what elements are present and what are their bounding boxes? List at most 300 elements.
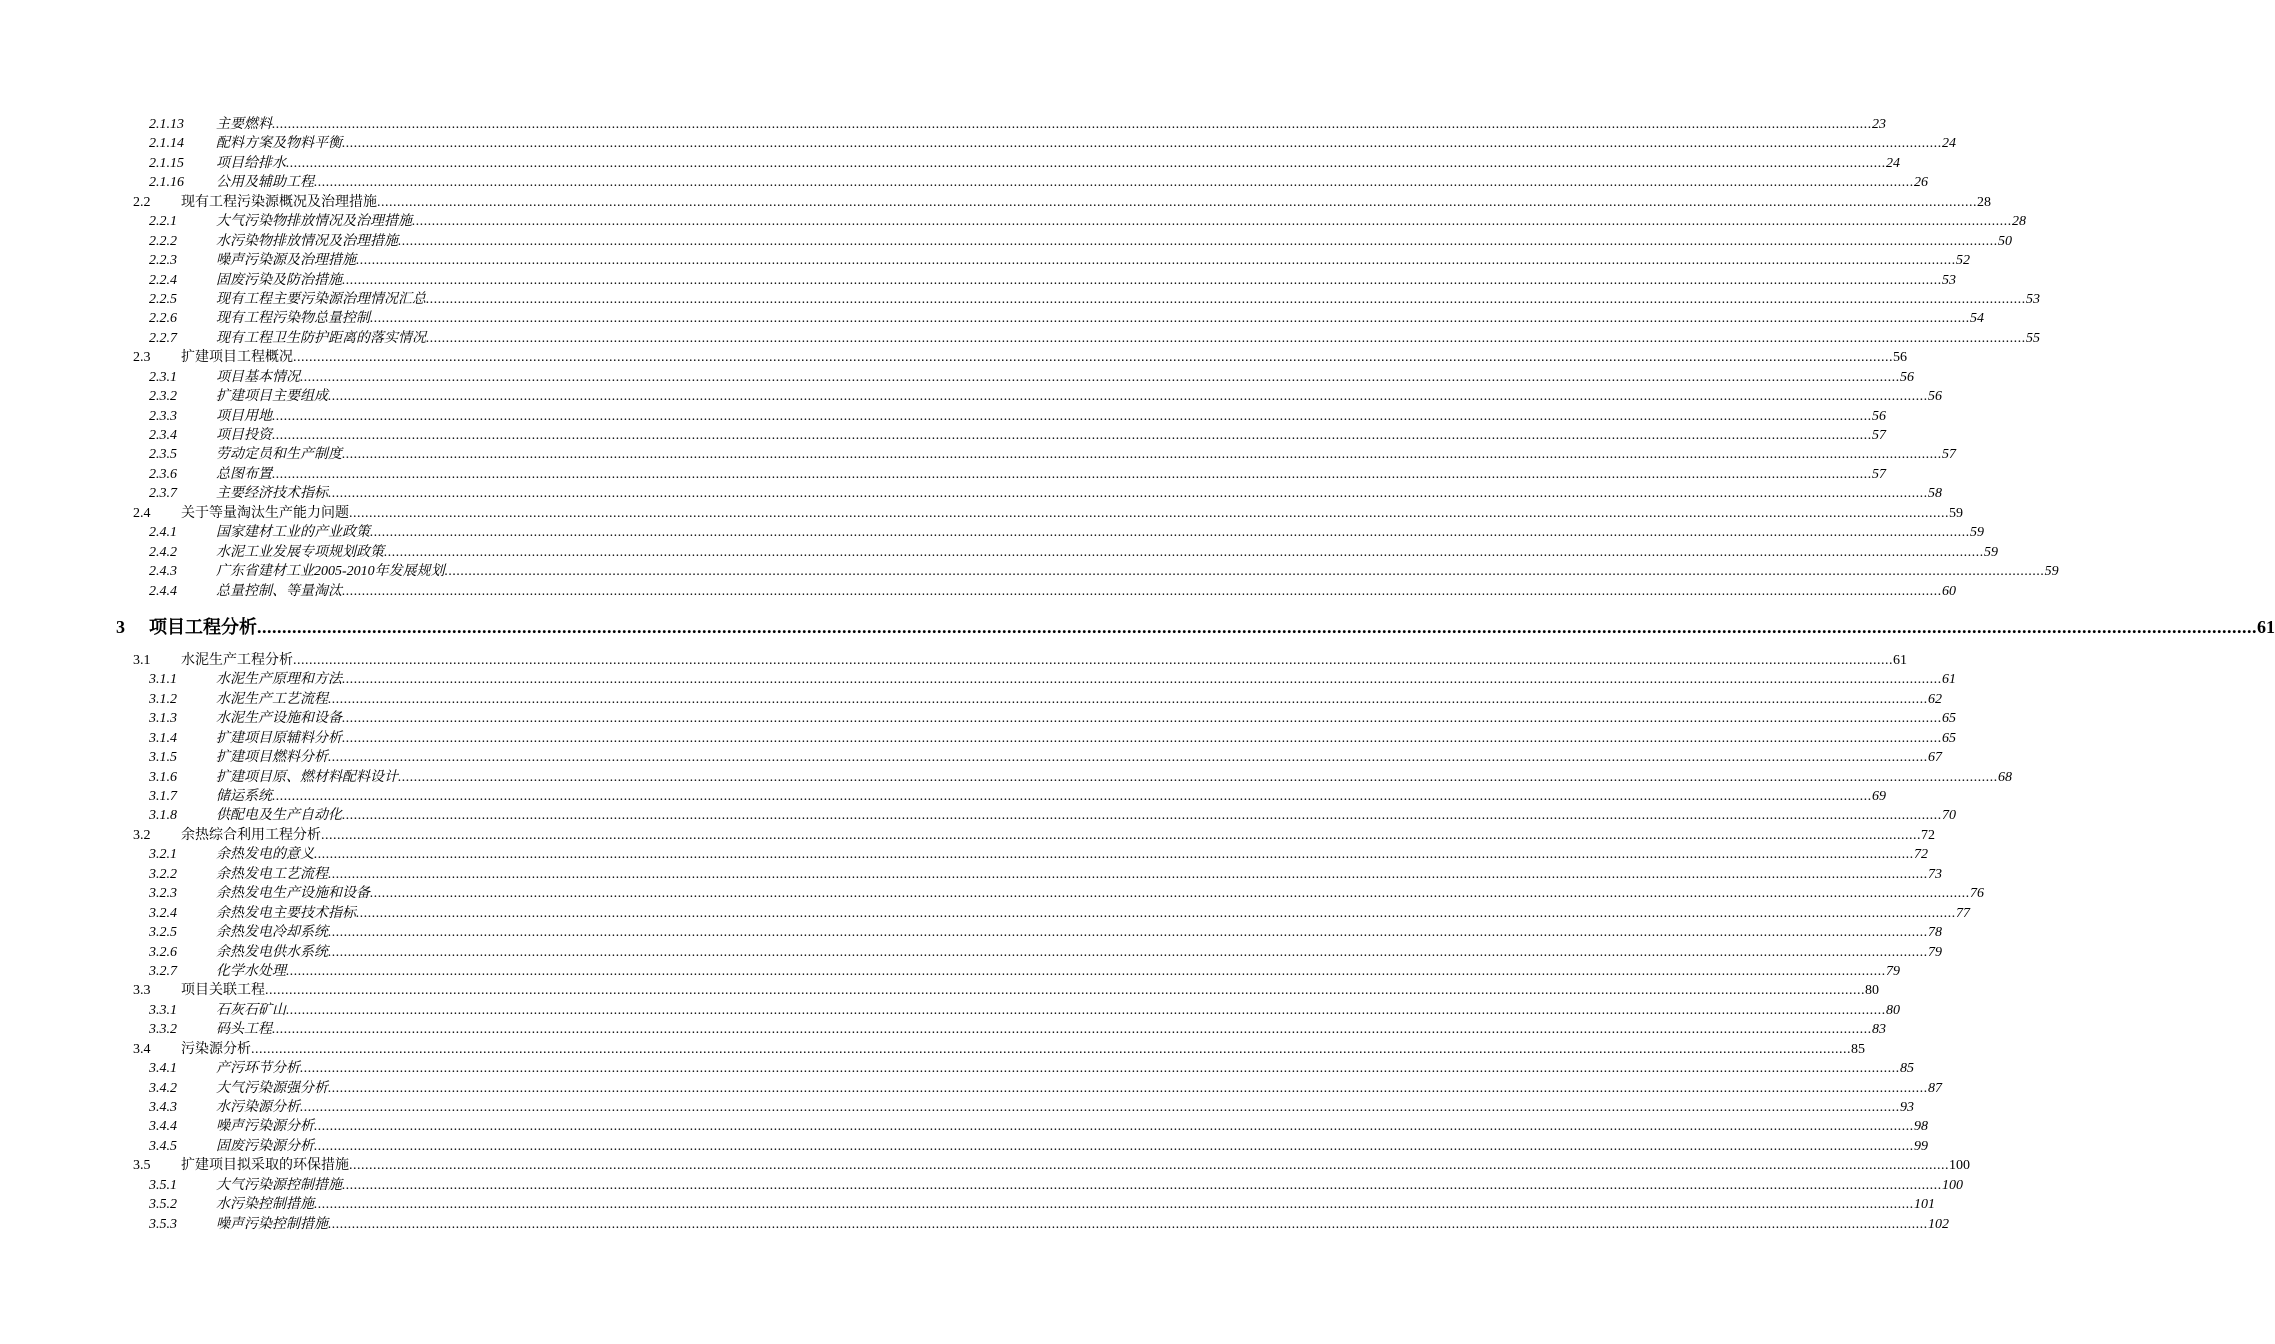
toc-entry[interactable]: [0, 865, 1942, 884]
dot-leader: ................................................................................................................................................................................................................................................................................................................................................................................................................: [426, 330, 2026, 346]
toc-entry[interactable]: [0, 504, 1963, 523]
dot-leader: ................................................................................................................................................................................................................................................................................................................................................................................................................: [314, 1197, 1914, 1213]
toc-entry-number: 2.2.6: [149, 311, 177, 327]
toc-entry-number: 3.1: [133, 652, 151, 668]
toc-entry-line: [149, 612, 2275, 642]
toc-entry[interactable]: [0, 1059, 1914, 1078]
toc-entry[interactable]: [0, 787, 1886, 806]
toc-entry-title: 产污环节分析: [216, 1061, 300, 1077]
toc-entry-line: [216, 232, 2012, 251]
toc-entry-number: 3.1.2: [149, 691, 177, 707]
toc-entry-line: [216, 251, 1970, 270]
toc-entry-title: 项目投资: [216, 428, 272, 443]
toc-entry-line: [216, 543, 1998, 562]
toc-entry-title: 储运系统: [216, 789, 272, 804]
toc-entry-number: 2.4.4: [149, 583, 177, 599]
toc-entry-line: [216, 134, 1956, 153]
toc-entry-page-number: 56: [1900, 369, 1914, 385]
toc-entry[interactable]: [0, 309, 1984, 328]
dot-leader: ................................................................................................................................................................................................................................................................................................................................................................................................................: [272, 1022, 1872, 1038]
toc-entry[interactable]: [0, 426, 1886, 445]
toc-entry-page-number: 60: [1942, 583, 1956, 599]
toc-entry[interactable]: [0, 1001, 1900, 1020]
toc-entry-number: 3.5.3: [149, 1216, 177, 1232]
toc-entry-page-number: 69: [1872, 789, 1886, 804]
toc-entry-title: 固废污染及防治措施: [216, 272, 342, 288]
toc-entry-page-number: 78: [1928, 925, 1942, 941]
toc-entry-title: 石灰石矿山: [216, 1002, 286, 1018]
toc-entry-number: 2.1.15: [149, 155, 184, 171]
toc-entry-page-number: 76: [1970, 886, 1984, 902]
toc-entry-page-number: 28: [2012, 214, 2026, 230]
toc-entry[interactable]: [0, 923, 1942, 942]
toc-entry-page-number: 70: [1942, 808, 1956, 824]
dot-leader: ................................................................................................................................................................................................................................................................................................................................................................................................................: [272, 466, 1872, 482]
toc-entry-number: 3.4.5: [149, 1138, 177, 1154]
dot-leader: ................................................................................................................................................................................................................................................................................................................................................................................................................: [328, 750, 1928, 766]
toc-entry-line: [216, 212, 2026, 231]
toc-entry-page-number: 80: [1886, 1002, 1900, 1018]
dot-leader: ................................................................................................................................................................................................................................................................................................................................................................................................................: [314, 175, 1914, 191]
toc-entry[interactable]: [0, 1156, 1970, 1175]
dot-leader: ................................................................................................................................................................................................................................................................................................................................................................................................................: [342, 730, 1942, 746]
dot-leader: ................................................................................................................................................................................................................................................................................................................................................................................................................: [251, 1041, 1851, 1057]
toc-entry-title: 现有工程卫生防护距离的落实情况: [216, 330, 426, 346]
toc-entry-title: 广东省建材工业2005-2010年发展规划: [216, 564, 445, 580]
toc-entry[interactable]: [0, 582, 1956, 601]
toc-entry[interactable]: [0, 962, 1900, 981]
toc-entry-number: 3.5: [133, 1158, 151, 1174]
toc-entry-page-number: 24: [1942, 136, 1956, 152]
toc-entry[interactable]: [0, 271, 1956, 290]
toc-entry-title: 项目基本情况: [216, 369, 300, 385]
toc-entry-line: [216, 748, 1942, 767]
toc-entry-page-number: 53: [1942, 272, 1956, 288]
toc-entry-title: 配料方案及物料平衡: [216, 136, 342, 152]
toc-entry[interactable]: [0, 329, 2040, 348]
toc-entry[interactable]: [0, 670, 1956, 689]
toc-entry-title: 余热发电生产设施和设备: [216, 886, 370, 902]
toc-entry-title: 主要燃料: [216, 117, 272, 132]
toc-entry-title: 噪声污染控制措施: [216, 1216, 328, 1232]
toc-entry-page-number: 58: [1928, 486, 1942, 502]
toc-entry[interactable]: [0, 651, 1907, 670]
toc-entry[interactable]: [0, 1195, 1935, 1214]
toc-entry-line: [216, 1020, 1886, 1039]
toc-entry-page-number: 28: [1977, 194, 1991, 210]
toc-entry[interactable]: [0, 729, 1956, 748]
toc-entry[interactable]: [0, 368, 1914, 387]
toc-entry-number: 3.2.5: [149, 925, 177, 941]
toc-entry-page-number: 61: [2257, 616, 2275, 637]
toc-entry-number: 2.4.1: [149, 525, 177, 541]
dot-leader: ................................................................................................................................................................................................................................................................................................................................................................................................................: [412, 214, 2012, 230]
toc-entry[interactable]: [0, 115, 1886, 134]
toc-entry-page-number: 55: [2026, 330, 2040, 346]
toc-entry-line: [216, 484, 1942, 503]
toc-entry-line: [216, 465, 1886, 484]
toc-entry-page-number: 67: [1928, 750, 1942, 766]
toc-entry-page-number: 56: [1893, 350, 1907, 366]
dot-leader: ................................................................................................................................................................................................................................................................................................................................................................................................................: [286, 963, 1886, 979]
toc-entry-title: 项目关联工程: [181, 983, 265, 999]
toc-entry-line: [181, 826, 1935, 845]
toc-entry-number: 3.1.8: [149, 808, 177, 824]
toc-entry[interactable]: [0, 612, 2275, 642]
toc-entry[interactable]: [0, 232, 2012, 251]
toc-entry-line: [216, 309, 1984, 328]
toc-entry-line: [216, 923, 1942, 942]
toc-entry-page-number: 72: [1914, 847, 1928, 863]
toc-entry-line: [216, 806, 1956, 825]
toc-entry-line: [216, 1137, 1928, 1156]
dot-leader: ................................................................................................................................................................................................................................................................................................................................................................................................................: [384, 544, 1984, 560]
toc-entry-page-number: 73: [1928, 866, 1942, 882]
toc-entry-number: 2.3.2: [149, 389, 177, 405]
toc-entry-page-number: 57: [1872, 466, 1886, 482]
dot-leader: ................................................................................................................................................................................................................................................................................................................................................................................................................: [398, 769, 1998, 785]
toc-entry-number: 3.1.4: [149, 730, 177, 746]
toc-entry-page-number: 100: [1949, 1158, 1970, 1174]
toc-entry-page-number: 98: [1914, 1119, 1928, 1135]
dot-leader: ................................................................................................................................................................................................................................................................................................................................................................................................................: [328, 1080, 1928, 1096]
dot-leader: ................................................................................................................................................................................................................................................................................................................................................................................................................: [328, 486, 1928, 502]
toc-entry-line: [216, 768, 2012, 787]
toc-entry-title: 余热综合利用工程分析: [181, 827, 321, 843]
toc-entry[interactable]: [0, 523, 1984, 542]
toc-entry-page-number: 23: [1872, 117, 1886, 132]
toc-entry-number: 2.3.4: [149, 428, 177, 443]
toc-entry-line: [216, 690, 1942, 709]
toc-entry-page-number: 85: [1900, 1061, 1914, 1077]
toc-entry[interactable]: [0, 445, 1956, 464]
toc-entry-line: [216, 884, 1984, 903]
toc-entry-page-number: 83: [1872, 1022, 1886, 1038]
toc-entry-line: [181, 193, 1991, 212]
toc-entry-title: 扩建项目拟采取的环保措施: [181, 1158, 349, 1174]
dot-leader: ................................................................................................................................................................................................................................................................................................................................................................................................................: [300, 369, 1900, 385]
dot-leader: ................................................................................................................................................................................................................................................................................................................................................................................................................: [286, 1002, 1886, 1018]
toc-entry-page-number: 59: [2044, 564, 2059, 580]
toc-entry-page-number: 93: [1900, 1100, 1914, 1115]
toc-entry-number: 3.3.2: [149, 1022, 177, 1038]
dot-leader: ................................................................................................................................................................................................................................................................................................................................................................................................................: [342, 583, 1942, 599]
toc-entry-page-number: 65: [1942, 730, 1956, 746]
dot-leader: ................................................................................................................................................................................................................................................................................................................................................................................................................: [300, 1061, 1900, 1077]
toc-entry[interactable]: [0, 407, 1886, 426]
dot-leader: ................................................................................................................................................................................................................................................................................................................................................................................................................: [349, 1158, 1949, 1174]
toc-entry-number: 3.1.1: [149, 672, 177, 688]
toc-entry-line: [216, 407, 1886, 426]
toc-entry-line: [216, 709, 1956, 728]
toc-entry-title: 扩建项目燃料分析: [216, 750, 328, 766]
toc-entry-line: [216, 173, 1928, 192]
toc-entry-title: 余热发电工艺流程: [216, 866, 328, 882]
toc-entry-page-number: 85: [1851, 1041, 1865, 1057]
toc-entry-number: 3.4.2: [149, 1080, 177, 1096]
toc-entry-line: [216, 582, 1956, 601]
toc-entry-title: 余热发电冷却系统: [216, 925, 328, 941]
dot-leader: ................................................................................................................................................................................................................................................................................................................................................................................................................: [342, 447, 1942, 463]
toc-entry-title: 大气污染源强分析: [216, 1080, 328, 1096]
toc-entry-line: [216, 845, 1928, 864]
dot-leader: ................................................................................................................................................................................................................................................................................................................................................................................................................: [398, 233, 1998, 249]
toc-entry-line: [216, 1195, 1935, 1214]
toc-entry-number: 2.4.3: [149, 564, 177, 580]
toc-entry[interactable]: [0, 1079, 1942, 1098]
toc-entry-title: 水泥生产工程分析: [181, 652, 293, 668]
toc-entry-line: [181, 504, 1963, 523]
toc-entry[interactable]: [0, 1215, 1949, 1234]
toc-entry-line: [181, 1040, 1865, 1059]
toc-entry[interactable]: [0, 709, 1956, 728]
toc-entry-line: [216, 1001, 1900, 1020]
toc-entry-number: 3.5.2: [149, 1197, 177, 1213]
toc-entry-page-number: 79: [1928, 944, 1942, 960]
toc-entry-page-number: 72: [1921, 827, 1935, 843]
toc-entry-title: 噪声污染源及治理措施: [216, 253, 356, 269]
dot-leader: ................................................................................................................................................................................................................................................................................................................................................................................................................: [342, 272, 1942, 288]
toc-entry-number: 2.4.2: [149, 544, 177, 560]
toc-entry[interactable]: [0, 748, 1942, 767]
toc-entry-title: 余热发电主要技术指标: [216, 905, 356, 921]
toc-entry-page-number: 87: [1928, 1080, 1942, 1096]
toc-entry-title: 扩建项目原、燃材料配料设计: [216, 769, 398, 785]
toc-entry-line: [216, 523, 1984, 542]
toc-entry-line: [216, 943, 1942, 962]
dot-leader: ................................................................................................................................................................................................................................................................................................................................................................................................................: [328, 1216, 1928, 1232]
toc-entry-title: 水污染物排放情况及治理措施: [216, 233, 398, 249]
toc-entry-number: 3.2.3: [149, 886, 177, 902]
toc-entry[interactable]: [0, 1117, 1928, 1136]
toc-entry[interactable]: [0, 1098, 1914, 1117]
dot-leader: ................................................................................................................................................................................................................................................................................................................................................................................................................: [272, 789, 1872, 804]
toc-entry-page-number: 68: [1998, 769, 2012, 785]
toc-entry-line: [216, 1079, 1942, 1098]
toc-entry-number: 2.2.4: [149, 272, 177, 288]
toc-entry-line: [216, 1098, 1914, 1117]
toc-entry-number: 3.4: [133, 1041, 151, 1057]
toc-entry-title: 水泥工业发展专项规划政策: [216, 544, 384, 560]
toc-entry[interactable]: [0, 1020, 1886, 1039]
toc-entry-number: 2.3: [133, 350, 151, 366]
toc-entry-number: 2.4: [133, 505, 151, 521]
dot-leader: ................................................................................................................................................................................................................................................................................................................................................................................................................: [356, 905, 1956, 921]
toc-entry[interactable]: [0, 193, 1991, 212]
toc-entry-title: 劳动定员和生产制度: [216, 447, 342, 463]
toc-entry-number: 3.2.4: [149, 905, 177, 921]
dot-leader: ................................................................................................................................................................................................................................................................................................................................................................................................................: [265, 983, 1865, 999]
toc-entry[interactable]: [0, 290, 2040, 309]
toc-entry-page-number: 53: [2026, 291, 2040, 307]
toc-entry-number: 3.2.1: [149, 847, 177, 863]
toc-entry[interactable]: [0, 154, 1900, 173]
toc-entry-page-number: 57: [1872, 428, 1886, 443]
toc-entry-page-number: 79: [1886, 963, 1900, 979]
toc-entry-number: 3.1.3: [149, 711, 177, 727]
dot-leader: ................................................................................................................................................................................................................................................................................................................................................................................................................: [314, 847, 1914, 863]
toc-entry-page-number: 26: [1914, 175, 1928, 191]
toc-entry-title: 现有工程污染源概况及治理措施: [181, 194, 377, 210]
toc-entry[interactable]: [0, 134, 1956, 153]
toc-entry-number: 2.3.6: [149, 466, 177, 482]
toc-entry-number: 2.2.3: [149, 253, 177, 269]
toc-entry-number: 2.3.7: [149, 486, 177, 502]
toc-entry-number: 2.1.16: [149, 175, 184, 191]
toc-entry-number: 3.2.7: [149, 963, 177, 979]
toc-entry-number: 2.2.5: [149, 291, 177, 307]
toc-entry-number: 3.4.1: [149, 1061, 177, 1077]
toc-entry-title: 噪声污染源分析: [216, 1119, 314, 1135]
toc-entry-title: 国家建材工业的产业政策: [216, 525, 370, 541]
toc-entry[interactable]: [0, 845, 1928, 864]
toc-entry[interactable]: [0, 1040, 1865, 1059]
toc-entry-line: [181, 1156, 1970, 1175]
toc-entry-title: 项目给排水: [216, 155, 286, 171]
dot-leader: ................................................................................................................................................................................................................................................................................................................................................................................................................: [349, 505, 1949, 521]
toc-entry-page-number: 102: [1928, 1216, 1949, 1232]
toc-entry[interactable]: [0, 826, 1935, 845]
toc-entry-page-number: 99: [1914, 1138, 1928, 1154]
toc-entry[interactable]: [0, 387, 1942, 406]
dot-leader: ................................................................................................................................................................................................................................................................................................................................................................................................................: [272, 117, 1872, 132]
toc-entry[interactable]: [0, 348, 1907, 367]
toc-entry-number: 3.4.3: [149, 1100, 177, 1115]
toc-entry-page-number: 59: [1949, 505, 1963, 521]
toc-entry-page-number: 61: [1942, 672, 1956, 688]
toc-entry-page-number: 56: [1928, 389, 1942, 405]
toc-entry-title: 污染源分析: [181, 1041, 251, 1057]
toc-entry-page-number: 59: [1970, 525, 1984, 541]
toc-entry-line: [181, 348, 1907, 367]
toc-entry-title: 水污染源分析: [216, 1100, 300, 1115]
toc-entry-number: 2.3.5: [149, 447, 177, 463]
dot-leader: ................................................................................................................................................................................................................................................................................................................................................................................................................: [444, 564, 2045, 580]
toc-entry-page-number: 61: [1893, 652, 1907, 668]
toc-entry-title: 水泥生产设施和设备: [216, 711, 342, 727]
toc-entry[interactable]: [0, 768, 2012, 787]
toc-entry-page-number: 101: [1914, 1197, 1935, 1213]
toc-entry-page-number: 59: [1984, 544, 1998, 560]
toc-entry-title: 码头工程: [216, 1022, 272, 1038]
toc-entry-title: 扩建项目主要组成: [216, 389, 328, 405]
dot-leader: ................................................................................................................................................................................................................................................................................................................................................................................................................: [293, 350, 1893, 366]
toc-entry[interactable]: [0, 1176, 1963, 1195]
dot-leader: ................................................................................................................................................................................................................................................................................................................................................................................................................: [370, 525, 1970, 541]
toc-entry-page-number: 65: [1942, 711, 1956, 727]
toc-entry-number: 3.1.6: [149, 769, 177, 785]
toc-entry-title: 扩建项目原辅料分析: [216, 730, 342, 746]
toc-entry-page-number: 77: [1956, 905, 1970, 921]
toc-entry-number: 2.2.7: [149, 330, 177, 346]
toc-entry-title: 现有工程主要污染源治理情况汇总: [216, 291, 426, 307]
toc-entry-line: [216, 1215, 1949, 1234]
toc-entry-page-number: 54: [1970, 311, 1984, 327]
toc-entry[interactable]: [0, 251, 1970, 270]
dot-leader: ................................................................................................................................................................................................................................................................................................................................................................................................................: [328, 866, 1928, 882]
toc-entry[interactable]: [0, 981, 1879, 1000]
toc-entry-page-number: 100: [1942, 1177, 1963, 1193]
toc-entry-page-number: 80: [1865, 983, 1879, 999]
toc-entry-number: 3.2: [133, 827, 151, 843]
dot-leader: ................................................................................................................................................................................................................................................................................................................................................................................................................: [328, 925, 1928, 941]
toc-entry-line: [216, 290, 2040, 309]
toc-entry-line: [216, 271, 1956, 290]
toc-entry-line: [216, 962, 1900, 981]
dot-leader: ................................................................................................................................................................................................................................................................................................................................................................................................................: [426, 291, 2026, 307]
toc-entry-line: [181, 981, 1879, 1000]
dot-leader: ................................................................................................................................................................................................................................................................................................................................................................................................................: [377, 194, 1977, 210]
toc-entry[interactable]: [0, 212, 2026, 231]
toc-entry-line: [216, 154, 1900, 173]
toc-entry-line: [216, 1059, 1914, 1078]
dot-leader: ................................................................................................................................................................................................................................................................................................................................................................................................................: [286, 155, 1886, 171]
toc-entry-line: [216, 426, 1886, 445]
toc-entry-page-number: 24: [1886, 155, 1900, 171]
toc-entry-number: 3.3.1: [149, 1002, 177, 1018]
toc-entry[interactable]: [0, 562, 2059, 581]
dot-leader: ................................................................................................................................................................................................................................................................................................................................................................................................................: [314, 1138, 1914, 1154]
toc-entry-line: [216, 1117, 1928, 1136]
toc-entry-line: [216, 670, 1956, 689]
toc-entry[interactable]: [0, 943, 1942, 962]
toc-entry-number: 3.1.5: [149, 750, 177, 766]
toc-entry[interactable]: [0, 1137, 1928, 1156]
toc-entry[interactable]: [0, 484, 1942, 503]
toc-entry[interactable]: [0, 173, 1928, 192]
toc-entry-number: 3.2.6: [149, 944, 177, 960]
dot-leader: ................................................................................................................................................................................................................................................................................................................................................................................................................: [342, 808, 1942, 824]
toc-entry-number: 2.2.1: [149, 214, 177, 230]
dot-leader: ................................................................................................................................................................................................................................................................................................................................................................................................................: [272, 408, 1872, 424]
dot-leader: ................................................................................................................................................................................................................................................................................................................................................................................................................: [328, 389, 1928, 405]
toc-entry-number: 2.1.14: [149, 136, 184, 152]
toc-entry-number: 3.1.7: [149, 789, 177, 804]
toc-entry-number: 2.3.3: [149, 408, 177, 424]
toc-entry-line: [181, 651, 1907, 670]
dot-leader: ................................................................................................................................................................................................................................................................................................................................................................................................................: [293, 652, 1893, 668]
dot-leader: ................................................................................................................................................................................................................................................................................................................................................................................................................: [370, 311, 1970, 327]
toc-entry-title: 总量控制、等量淘汰: [216, 583, 342, 599]
toc-entry[interactable]: [0, 690, 1942, 709]
dot-leader: ................................................................................................................................................................................................................................................................................................................................................................................................................: [328, 691, 1928, 707]
dot-leader: ................................................................................................................................................................................................................................................................................................................................................................................................................: [370, 886, 1970, 902]
toc-entry-line: [216, 368, 1914, 387]
toc-entry-line: [216, 562, 2059, 581]
toc-entry-number: 3.4.4: [149, 1119, 177, 1135]
toc-entry[interactable]: [0, 806, 1956, 825]
toc-entry[interactable]: [0, 543, 1998, 562]
toc-entry-line: [216, 865, 1942, 884]
dot-leader: ................................................................................................................................................................................................................................................................................................................................................................................................................: [342, 711, 1942, 727]
toc-entry[interactable]: [0, 884, 1984, 903]
toc-entry-title: 水泥生产原理和方法: [216, 672, 342, 688]
toc-entry-number: 2.1.13: [149, 117, 184, 132]
toc-entry-title: 项目工程分析: [149, 616, 257, 637]
toc-entry-line: [216, 445, 1956, 464]
toc-entry-number: 2.2: [133, 194, 151, 210]
dot-leader: ................................................................................................................................................................................................................................................................................................................................................................................................................: [342, 1177, 1942, 1193]
toc-entry[interactable]: [0, 904, 1970, 923]
dot-leader: ................................................................................................................................................................................................................................................................................................................................................................................................................: [342, 136, 1942, 152]
toc-entry-page-number: 50: [1998, 233, 2012, 249]
toc-entry-line: [216, 787, 1886, 806]
dot-leader: ................................................................................................................................................................................................................................................................................................................................................................................................................: [314, 1119, 1914, 1135]
toc-entry[interactable]: [0, 465, 1886, 484]
toc-entry-number: 3: [116, 616, 125, 637]
toc-entry-title: 供配电及生产自动化: [216, 808, 342, 824]
toc-entry-title: 大气污染源控制措施: [216, 1177, 342, 1193]
